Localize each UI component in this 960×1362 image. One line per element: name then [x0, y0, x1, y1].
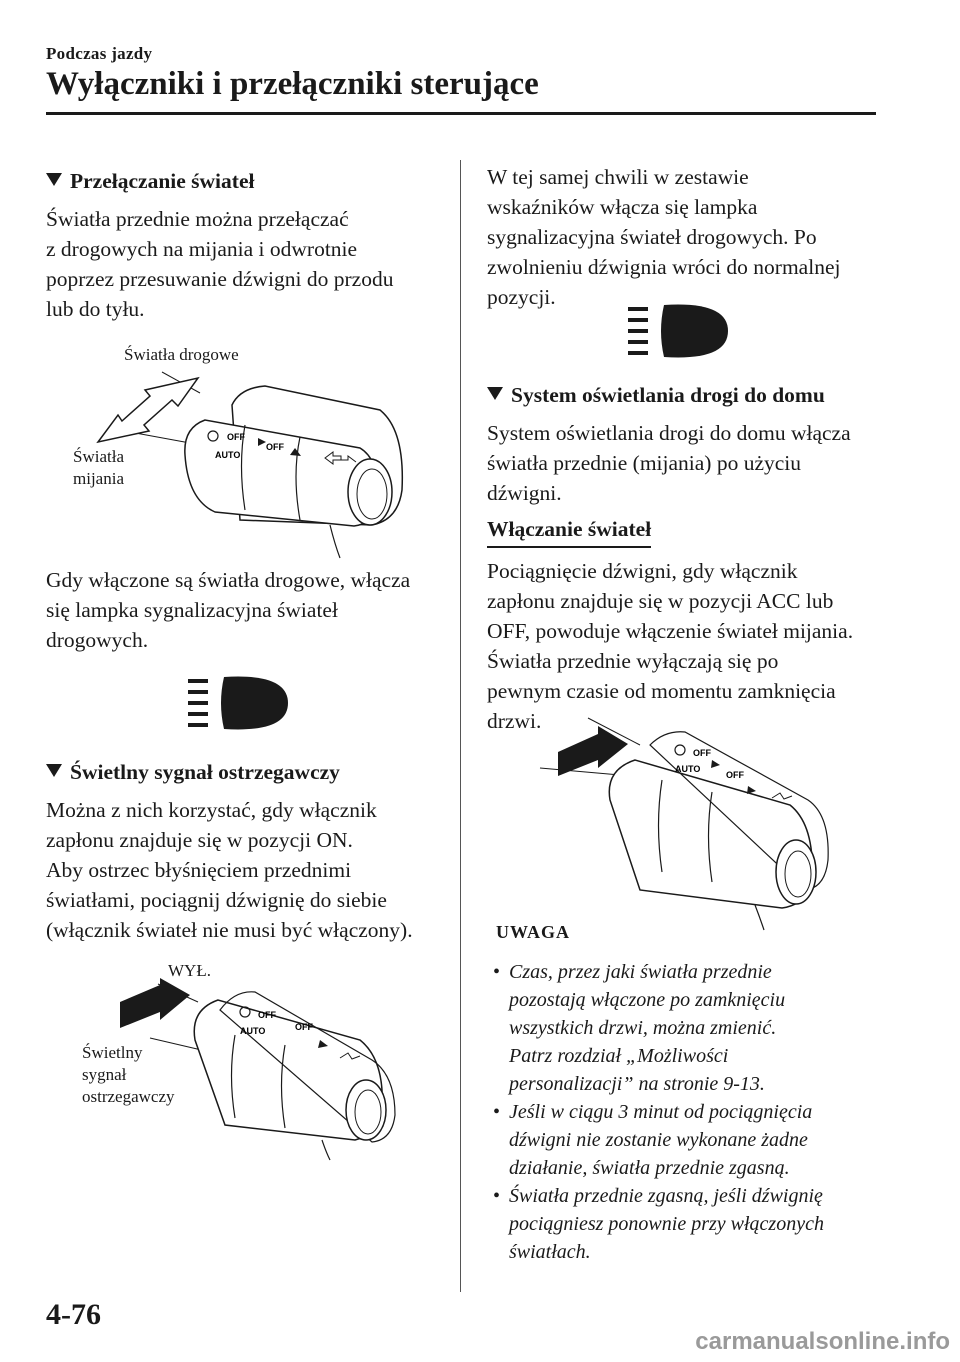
- svg-text:AUTO: AUTO: [215, 450, 241, 460]
- lever-illustration-3: [540, 718, 828, 930]
- svg-text:OFF: OFF: [258, 1010, 276, 1020]
- label-flash-to-pass: Świetlny sygnał ostrzegawczy: [82, 1043, 175, 1106]
- label-off: WYŁ.: [168, 961, 211, 980]
- section-heading-flash-to-pass: Świetlny sygnał ostrzegawczy: [46, 757, 441, 787]
- coming-home-paragraph: System oświetlania drogi do domu włącza światła przednie (mijania) po użyciu dźwigni.: [487, 421, 851, 505]
- turning-on-paragraph: Pociągnięcie dźwigni, gdy włącznik zapłonu znajduje się w pozycji ACC lub OFF, powoduje włączenie świateł mijania. Światła przednie wyłączają się po pewnym czasie od momentu zamknięcia drzwi.: [487, 559, 854, 733]
- high-beam-indicator-paragraph: Gdy włączone są światła drogowe, włącza się lampka sygnalizacyjna świateł drogowych.: [46, 568, 411, 652]
- bullet-icon: •: [493, 961, 501, 983]
- page-number: 4-76: [46, 1298, 101, 1331]
- label-high-beam: Światła drogowe: [124, 345, 239, 364]
- note-title: UWAGA: [496, 922, 571, 942]
- svg-text:OFF: OFF: [693, 748, 711, 758]
- bullet-icon: •: [493, 1185, 501, 1207]
- svg-text:AUTO: AUTO: [240, 1026, 266, 1036]
- note-item: • Jeśli w ciągu 3 minut od pociągnięcia dźwigni nie zostanie wykonane żadne działanie, światła przednie zgasną.: [487, 1098, 887, 1182]
- continuation-paragraph: W tej samej chwili w zestawie wskaźników włącza się lampka sygnalizacyjna świateł drogowych. Po zwolnieniu dźwignia wróci do normalnej pozycji.: [487, 165, 841, 309]
- watermark: carmanualsonline.info: [695, 1328, 950, 1355]
- subheading-turning-on: Włączanie świateł: [487, 514, 882, 548]
- notes-list: [487, 958, 887, 1266]
- note-item: • Czas, przez jaki światła przednie pozostają włączone po zamknięciu wszystkich drzwi, można zmienić. Patrz rozdział „Możliwości personalizacji” na stronie 9-13.: [487, 958, 887, 1098]
- label-low-beam: Światła mijania: [73, 447, 124, 488]
- section-heading-coming-home: System oświetlania drogi do domu: [487, 380, 882, 410]
- note-item: • Światła przednie zgasną, jeśli dźwignię pociągniesz ponownie przy włączonych światłach.: [487, 1182, 887, 1266]
- svg-text:OFF: OFF: [726, 770, 744, 780]
- bullet-icon: •: [493, 1101, 501, 1123]
- section-heading-light-switching: Przełączanie świateł: [46, 166, 441, 196]
- chapter-label: Podczas jazdy: [46, 44, 153, 63]
- light-switching-paragraph: Światła przednie można przełączać z drogowych na mijania i odwrotnie poprzez przesuwanie dźwigni do przodu lub do tyłu.: [46, 207, 394, 321]
- svg-text:AUTO: AUTO: [675, 764, 701, 774]
- svg-text:OFF: OFF: [266, 442, 284, 452]
- flash-to-pass-paragraph: Można z nich korzystać, gdy włącznik zapłonu znajduje się w pozycji ON. Aby ostrzec błyśnięciem przednimi światłami, pociągnij dźwignię do siebie (włącznik świateł nie musi być włączony).: [46, 798, 413, 942]
- svg-text:OFF: OFF: [227, 432, 245, 442]
- page-title: Wyłączniki i przełączniki sterujące: [46, 66, 539, 102]
- svg-text:OFF: OFF: [295, 1022, 313, 1032]
